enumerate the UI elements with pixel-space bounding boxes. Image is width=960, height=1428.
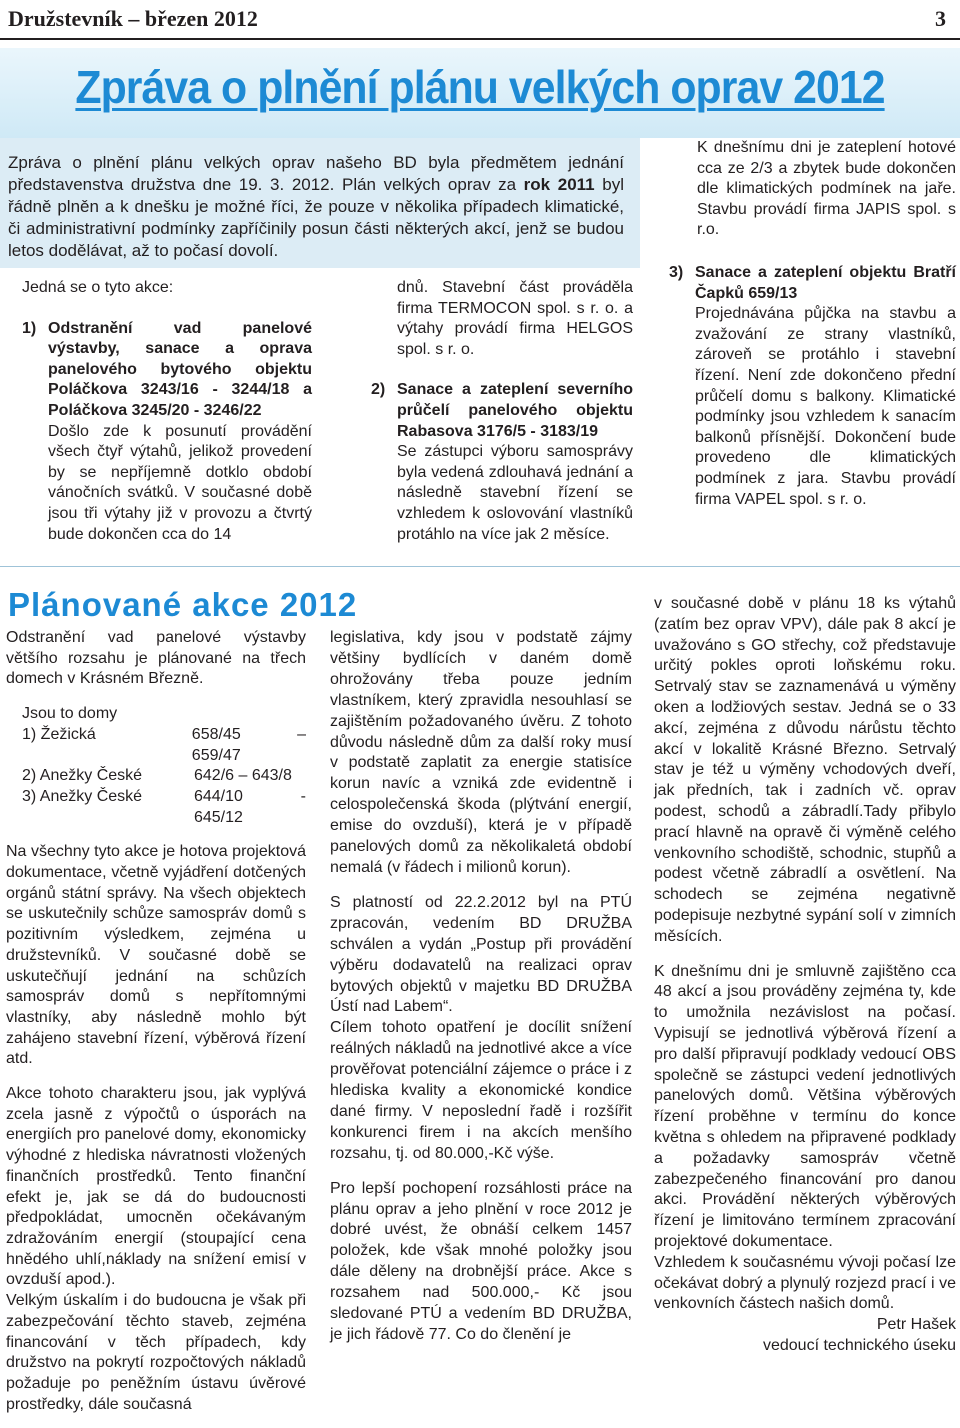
paragraph: v současné době v plánu 18 ks výtahů (zatím bez oprav VPV), dále pak 8 akcí je uvažováno s GO střechy, což představuje určitý pokles oproti loňskému roku. Setrvalý stav se zaznamenává u výměny oken a lodžiových sestav. Jedná se o 33 akcí, zejména z důvodu nárůstu těchto akcí v lokalitě Krásné Březno. Setrvalý stav je též u výměny vchodových dveří, jak předních, tak i zadních vč. oprav podest, schodů a zábradlí.Tady přibylo prací hlavně na opravě či výměně celého venkovního schodiště, schodnic, stupňů a podest včetně zábradlí a osvětlení. Na schodech se zejména negativně podepisuje nezbytné sypání solí v zimních měsících.	[654, 595, 956, 945]
house-row	[22, 725, 306, 766]
spacer	[6, 828, 306, 842]
action-item-3	[669, 263, 956, 510]
item-text: Došlo zde k posunutí provádění všech čtyř výtahů, jelikož provedení by se nepříjemně dotklo období vánočních svátků. V současné době jsou tři výtahy již v provozu a čtvrtý bude dokončen cca do 14	[48, 422, 312, 543]
item-number: 2)	[371, 381, 386, 399]
planned-column-1	[6, 628, 306, 1415]
action-item-1	[22, 319, 312, 546]
spacer	[330, 1165, 632, 1179]
house-numbers: 642/6 – 643/8	[194, 767, 292, 785]
item-number: 1)	[22, 319, 37, 337]
right-top-paragraph	[697, 138, 956, 241]
author-name: Petr Hašek	[876, 1316, 956, 1334]
item-text: dnů. Stavební část prováděla firma TERMOCON spol. s r. o. a výtahy provádí firma HELGOS spol. s r. o.	[397, 279, 633, 358]
spacer	[22, 299, 312, 319]
house-name: 1) Žežická	[22, 725, 96, 743]
spacer	[6, 1070, 306, 1084]
planned-column-3	[654, 594, 956, 1357]
section-divider	[0, 566, 960, 567]
house-numbers: 658/45 – 659/47	[191, 725, 306, 764]
spacer	[6, 690, 306, 704]
spacer	[330, 879, 632, 893]
actions-intro: Jedná se o tyto akce:	[22, 279, 174, 296]
intro-text-bold: rok 2011	[523, 175, 595, 194]
intro-text-c: byl řádně plněn a k dnešku je možné říci, že pouze v několika případech klimatické, či administrativní podmínky zapříčinily posun části některých akcí, jenž se budou letos dodělávat, až to počasí dovolí.	[8, 175, 624, 260]
item-title: Odstranění vad panelové výstavby, sanace a oprava panelového bytového objektu Poláčkova 3243/16 - 3244/18 a Poláčkova 3245/20 - 3246/22	[48, 319, 312, 419]
paragraph: K dnešnímu dni je smluvně zajištěno cca 48 akcí a jsou prováděny zejména ty, kde to umožnila nezávislost na počasí. Vypisují se jednotlivá výběrová řízení a pro další připravují podklady vedoucí OBS společně se zástupci vedení jednotlivých panelových domů. Většina výběrových řízení proběhne v termínu do konce května s ohledem na připravené podklady a požadavky samospráv včetně zabezpečeného financování pro danou akci. Provádění některých výběrových řízení je limitováno termínem zpracování projektové dokumentace.	[654, 962, 956, 1250]
house-name: 3) Anežky České	[22, 787, 143, 805]
paragraph: Pro lepší pochopení rozsáhlosti práce na plánu oprav a jeho plnění v roce 2012 je dobré uvést, že obnáší celkem 1457 položek, kde však mnohé položky jsou dále děleny na drobnější práce. Akce s rozsahem nad 500.000,- Kč jsou sledované PTÚ a vedením BD DRUŽBA, je jich řádově 77. Co do členění je	[330, 1179, 632, 1343]
spacer	[371, 360, 633, 380]
spacer	[654, 948, 956, 962]
item-title: Sanace a zateplení severního průčelí panelového objektu Rabasova 3176/5 - 3183/19	[397, 381, 633, 440]
intro-paragraph	[8, 152, 624, 262]
intro-text-a: Zpráva o plnění plánu velkých oprav našeho BD byla předmětem jednání představenstva družstva dne 19. 3. 2012. Plán velkých oprav za	[8, 153, 624, 194]
house-name: 2) Anežky České	[22, 767, 143, 785]
paragraph: Cílem tohoto opatření je docílit snížení reálných nákladů na jednotlivé akce a více prověřovat potenciální zájemce o práce i z hlediska kvality a ekonomické kondice dané firmy. V neposlední řadě i rozšířit konkurenci firem i na akcích menšího rozsahu, tj. od 80.000,-Kč výše.	[330, 1019, 632, 1162]
article-title: Zpráva o plnění plánu velkých oprav 2012	[75, 61, 885, 113]
header-divider	[0, 38, 960, 40]
paragraph: legislativa, kdy jsou v podstatě zájmy většiny bydlících v daném domě ohrožovány třeba pouze jedním vlastníkem, který zpravidla nesouhlasí se zajištěním požadovaného úvěru. Z tohoto důvodu následně dům za další roky musí v podstatě zaplatit za energie statisíce korun navíc a vzniká zde evidentně i celospolečenská škoda (plýtvání energií, emise do ovzduší), která je v případě panelových domů za několikaletá období nemalá (v řádech i milionů korun).	[330, 629, 632, 876]
paragraph: Akce tohoto charakteru jsou, jak vyplývá zcela jasně z výpočtů o úsporách na energiích pro panelové domy, ekonomicky výhodné z hlediska návratnosti vložených finančních prostředků. Tento finanční efekt je, jak se dá do budoucnosti předpokládat, umocněn očekávaným zdražováním energií (stoupající cena hnědého uhlí,náklady na snížení emisí v ovzduší apod.).	[6, 1085, 306, 1289]
house-list-intro: Jsou to domy	[22, 705, 118, 723]
house-list	[6, 704, 306, 828]
house-row	[22, 766, 306, 787]
paragraph: Velkým úskalím i do budoucna je však při zabezpečování těchto staveb, zejména financování v těch případech, kdy družstvo na pokrytí rozpočtových nákladů požaduje po peněžním ústavu úvěrové prostředky, dále současná	[6, 1292, 306, 1413]
paragraph: Vzhledem k současnému vývoji počasí lze očekávat dobrý a plynulý rozjezd prací i ve venkovních částech našich domů.	[654, 1253, 956, 1313]
page-number: 3	[935, 6, 946, 31]
house-numbers: 644/10 - 645/12	[193, 787, 306, 826]
paragraph: S platností od 22.2.2012 byl na PTÚ zpracován, vedením BD DRUŽBA schválen a vydán „Postup při provádění výběru dodavatelů na realizaci oprav bytových objektů v majetku BD DRUŽBA Ústí nad Labem“.	[330, 893, 632, 1016]
action-item-1-continued	[371, 278, 633, 360]
right-top-text: K dnešnímu dni je zateplení hotové cca ze 2/3 a zbytek bude dokončen dle klimatických podmínek na jaře. Stavbu provádí firma JAPIS spol. s r.o.	[697, 139, 956, 239]
publication-header: Družstevník – březen 2012	[8, 6, 258, 31]
column-2	[371, 278, 633, 545]
planned-column-2	[330, 628, 632, 1346]
item-text: Projednávána půjčka na stavbu a zvažování ze strany vlastníků, zároveň se protáhlo i stavební řízení. Není zde dokončeno přední průčelí domu s balkony. Klimatické podmínky jsou vzhledem k sanacím balkonů přísnější. Dokončení bude provedeno dle klimatických podmínek z jara. Stavbu provádí firma VAPEL spol. s r. o.	[695, 305, 956, 508]
column-1	[22, 278, 312, 545]
section-title: Plánované akce 2012	[8, 586, 358, 623]
house-row	[22, 787, 306, 828]
item-text: Se zástupci výboru samosprávy byla vedená zdlouhavá jednání a následně stavební řízení se vzhledem k oslovování vlastníků protáhlo na více jak 2 měsíce.	[397, 443, 633, 543]
action-item-2	[371, 380, 633, 545]
intro-box	[0, 138, 640, 268]
item-title: Sanace a zateplení objektu Bratří Čapků 659/13	[695, 264, 956, 302]
paragraph: Odstranění vad panelové výstavby většího rozsahu je plánované na třech domech v Krásném Březně.	[6, 629, 306, 688]
paragraph: Na všechny tyto akce je hotova projektová dokumentace, včetně vyjádření dotčených orgánů státní správy. Na všech objektech se uskutečnily schůze samospráv domů s pozitivním výsledkem, zejména u družstevníků. V současné době se uskutečňují jednání na schůzích samospráv domů s nepřítomnými vlastníky, aby následně mohlo být zahájeno stavební řízení, výběrová řízení atd.	[6, 843, 306, 1068]
item-number: 3)	[669, 264, 684, 281]
column-3	[669, 263, 956, 510]
author-role: vedoucí technického úseku	[762, 1336, 956, 1354]
